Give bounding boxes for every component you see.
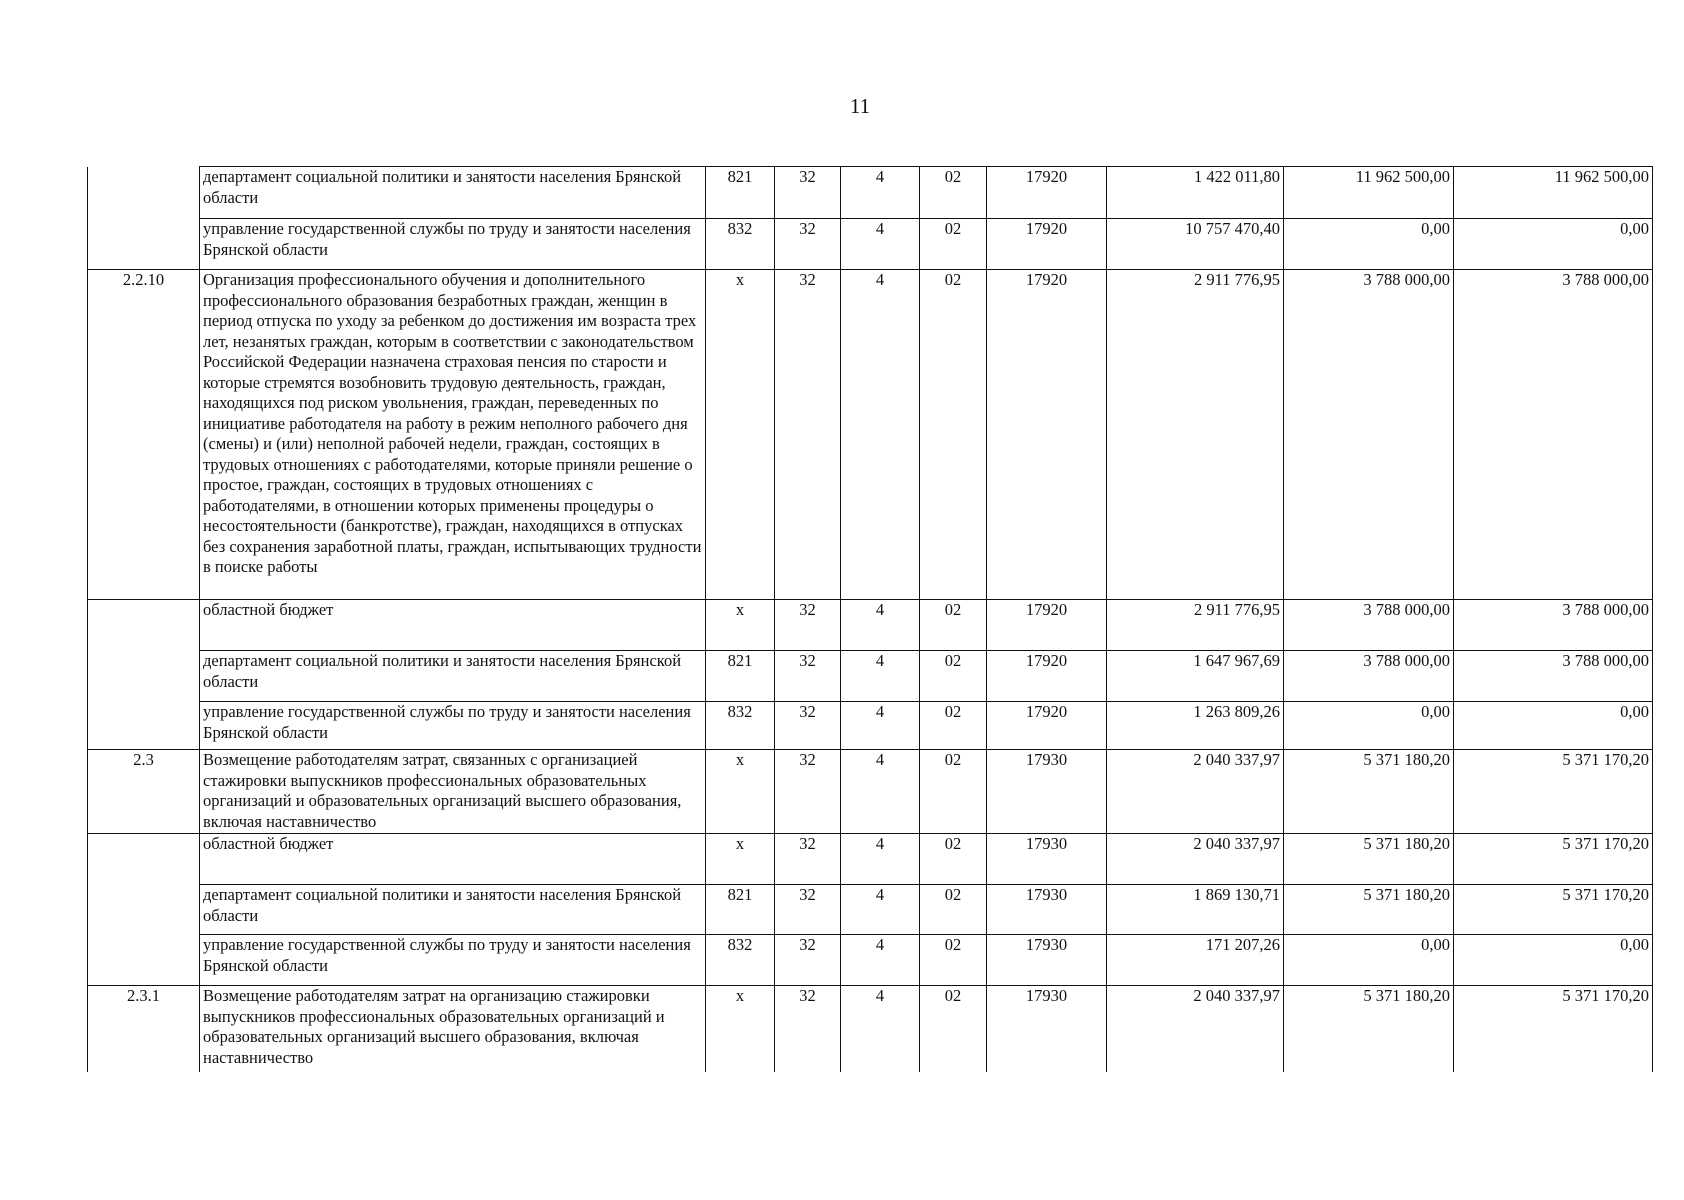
row-amount-1: 1 263 809,26 xyxy=(1107,702,1284,750)
row-amount-2: 5 371 180,20 xyxy=(1284,750,1454,834)
row-description: Возмещение работодателям затрат на организацию стажировки выпускников профессиональных образовательных организаций и образовательных организаций высшего образования, включая наставничество xyxy=(200,986,706,1072)
row-code-3: 4 xyxy=(841,834,920,885)
row-code-2: 32 xyxy=(775,750,841,834)
table-row xyxy=(88,600,1653,651)
row-code-3: 4 xyxy=(841,702,920,750)
table-row xyxy=(88,219,1653,270)
row-code-1: х xyxy=(706,834,775,885)
row-description: областной бюджет xyxy=(200,834,706,885)
row-amount-2: 5 371 180,20 xyxy=(1284,834,1454,885)
row-code-2: 32 xyxy=(775,600,841,651)
row-code-5: 17930 xyxy=(987,935,1107,986)
row-code-4: 02 xyxy=(920,167,987,219)
row-code-5: 17930 xyxy=(987,834,1107,885)
table-row xyxy=(88,986,1653,1072)
table-row xyxy=(88,935,1653,986)
row-amount-2: 0,00 xyxy=(1284,702,1454,750)
row-number xyxy=(88,600,200,651)
row-code-1: х xyxy=(706,600,775,651)
row-number: 2.3 xyxy=(88,750,200,834)
row-description: управление государственной службы по труду и занятости населения Брянской области xyxy=(200,702,706,750)
row-code-1: 821 xyxy=(706,885,775,935)
row-amount-3: 5 371 170,20 xyxy=(1454,834,1653,885)
row-code-4: 02 xyxy=(920,935,987,986)
row-code-1: х xyxy=(706,270,775,600)
row-code-1: х xyxy=(706,750,775,834)
row-code-2: 32 xyxy=(775,270,841,600)
row-amount-3: 5 371 170,20 xyxy=(1454,885,1653,935)
row-code-4: 02 xyxy=(920,651,987,702)
row-code-4: 02 xyxy=(920,834,987,885)
row-amount-3: 5 371 170,20 xyxy=(1454,986,1653,1072)
row-description: Возмещение работодателям затрат, связанных с организацией стажировки выпускников профессиональных образовательных организаций и образовательных организаций высшего образования, включая наставничество xyxy=(200,750,706,834)
row-code-3: 4 xyxy=(841,750,920,834)
row-description: департамент социальной политики и занятости населения Брянской области xyxy=(200,885,706,935)
row-number xyxy=(88,167,200,219)
row-amount-1: 1 647 967,69 xyxy=(1107,651,1284,702)
row-code-4: 02 xyxy=(920,270,987,600)
row-number: 2.3.1 xyxy=(88,986,200,1072)
row-code-1: 832 xyxy=(706,702,775,750)
row-amount-3: 3 788 000,00 xyxy=(1454,651,1653,702)
row-code-3: 4 xyxy=(841,651,920,702)
row-amount-3: 0,00 xyxy=(1454,702,1653,750)
row-description: управление государственной службы по труду и занятости населения Брянской области xyxy=(200,219,706,270)
budget-table xyxy=(87,166,1653,1072)
row-amount-1: 10 757 470,40 xyxy=(1107,219,1284,270)
row-amount-2: 5 371 180,20 xyxy=(1284,986,1454,1072)
row-amount-3: 5 371 170,20 xyxy=(1454,750,1653,834)
row-amount-1: 2 040 337,97 xyxy=(1107,750,1284,834)
row-code-1: х xyxy=(706,986,775,1072)
row-code-2: 32 xyxy=(775,986,841,1072)
row-code-2: 32 xyxy=(775,935,841,986)
row-code-4: 02 xyxy=(920,219,987,270)
row-code-1: 821 xyxy=(706,651,775,702)
row-code-4: 02 xyxy=(920,986,987,1072)
table-row xyxy=(88,167,1653,219)
row-code-4: 02 xyxy=(920,702,987,750)
row-code-2: 32 xyxy=(775,834,841,885)
row-amount-1: 2 911 776,95 xyxy=(1107,270,1284,600)
row-code-1: 821 xyxy=(706,167,775,219)
row-description: департамент социальной политики и занятости населения Брянской области xyxy=(200,651,706,702)
row-code-2: 32 xyxy=(775,702,841,750)
row-amount-3: 3 788 000,00 xyxy=(1454,270,1653,600)
row-number xyxy=(88,651,200,702)
page-number: 11 xyxy=(849,94,871,118)
row-code-5: 17920 xyxy=(987,702,1107,750)
row-code-5: 17920 xyxy=(987,219,1107,270)
row-code-1: 832 xyxy=(706,219,775,270)
row-number xyxy=(88,702,200,750)
row-number xyxy=(88,935,200,986)
row-code-2: 32 xyxy=(775,167,841,219)
table-row xyxy=(88,270,1653,600)
row-amount-2: 3 788 000,00 xyxy=(1284,270,1454,600)
row-code-1: 832 xyxy=(706,935,775,986)
row-code-3: 4 xyxy=(841,885,920,935)
table-row xyxy=(88,834,1653,885)
row-code-5: 17930 xyxy=(987,885,1107,935)
row-description: департамент социальной политики и занятости населения Брянской области xyxy=(200,167,706,219)
row-code-5: 17920 xyxy=(987,167,1107,219)
row-code-2: 32 xyxy=(775,219,841,270)
row-description: областной бюджет xyxy=(200,600,706,651)
row-amount-1: 171 207,26 xyxy=(1107,935,1284,986)
row-amount-2: 3 788 000,00 xyxy=(1284,600,1454,651)
row-amount-1: 1 422 011,80 xyxy=(1107,167,1284,219)
row-amount-3: 11 962 500,00 xyxy=(1454,167,1653,219)
row-code-3: 4 xyxy=(841,935,920,986)
row-amount-1: 2 040 337,97 xyxy=(1107,986,1284,1072)
row-amount-2: 5 371 180,20 xyxy=(1284,885,1454,935)
table-row xyxy=(88,750,1653,834)
row-amount-1: 2 911 776,95 xyxy=(1107,600,1284,651)
row-amount-3: 0,00 xyxy=(1454,935,1653,986)
row-code-3: 4 xyxy=(841,167,920,219)
row-code-3: 4 xyxy=(841,270,920,600)
row-amount-2: 0,00 xyxy=(1284,219,1454,270)
table-row xyxy=(88,651,1653,702)
row-amount-1: 2 040 337,97 xyxy=(1107,834,1284,885)
row-code-2: 32 xyxy=(775,885,841,935)
row-amount-2: 3 788 000,00 xyxy=(1284,651,1454,702)
row-number xyxy=(88,219,200,270)
row-code-5: 17930 xyxy=(987,986,1107,1072)
row-code-3: 4 xyxy=(841,986,920,1072)
row-number xyxy=(88,885,200,935)
row-amount-3: 3 788 000,00 xyxy=(1454,600,1653,651)
table-row xyxy=(88,885,1653,935)
row-code-4: 02 xyxy=(920,600,987,651)
row-code-5: 17920 xyxy=(987,270,1107,600)
row-code-4: 02 xyxy=(920,885,987,935)
row-code-5: 17920 xyxy=(987,651,1107,702)
row-code-3: 4 xyxy=(841,600,920,651)
row-description: Организация профессионального обучения и дополнительного профессионального образования безработных граждан, женщин в период отпуска по уходу за ребенком до достижения им возраста трех лет, незанятых граждан, которым в соответствии с законодательством Российской Федерации назначена страховая пенсия по старости и которые стремятся возобновить трудовую деятельность, граждан, находящихся под риском увольнения, граждан, переведенных по инициативе работодателя на работу в режим неполного рабочего дня (смены) и (или) неполной рабочей недели, граждан, состоящих в трудовых отношениях с работодателями, которые приняли решение о простое, граждан, состоящих в трудовых отношениях с работодателями, в отношении которых применены процедуры о несостоятельности (банкротстве), граждан, находящихся в отпусках без сохранения заработной платы, граждан, испытывающих трудности в поиске работы xyxy=(200,270,706,600)
row-amount-2: 11 962 500,00 xyxy=(1284,167,1454,219)
row-amount-1: 1 869 130,71 xyxy=(1107,885,1284,935)
row-number: 2.2.10 xyxy=(88,270,200,600)
table-row xyxy=(88,702,1653,750)
row-number xyxy=(88,834,200,885)
row-code-4: 02 xyxy=(920,750,987,834)
row-code-5: 17930 xyxy=(987,750,1107,834)
row-code-3: 4 xyxy=(841,219,920,270)
row-amount-3: 0,00 xyxy=(1454,219,1653,270)
row-code-2: 32 xyxy=(775,651,841,702)
row-description: управление государственной службы по труду и занятости населения Брянской области xyxy=(200,935,706,986)
row-code-5: 17920 xyxy=(987,600,1107,651)
row-amount-2: 0,00 xyxy=(1284,935,1454,986)
